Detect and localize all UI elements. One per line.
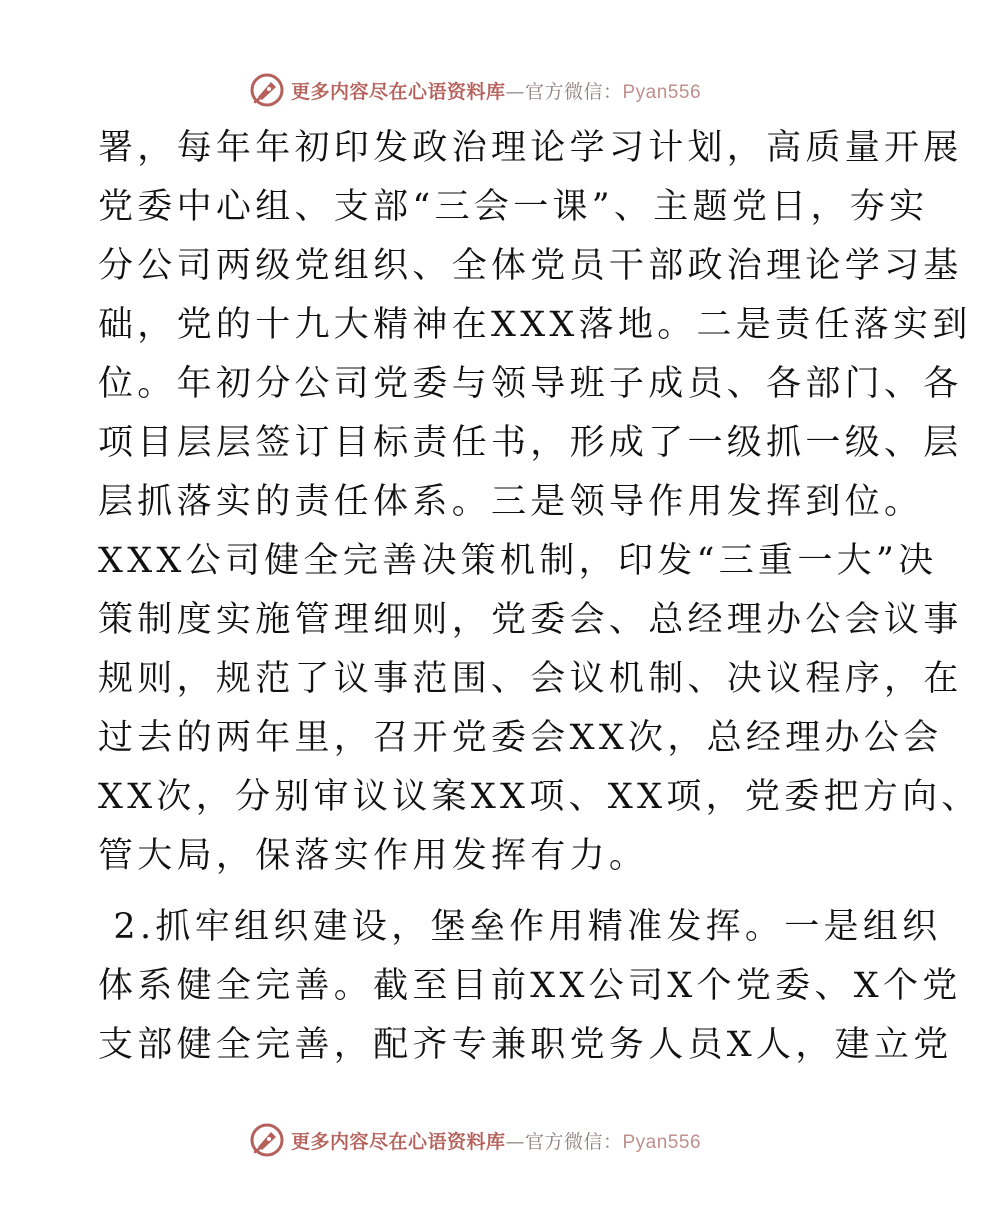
paragraph-gap [98,889,858,901]
watermark-official-label: 官方微信： [524,80,623,103]
paragraph-2 [98,901,962,1078]
text-line: 项目层层签订目标责任书，形成了一级抓一级、层 [98,423,963,463]
text-line: 规则，规范了议事范围、会议机制、决议程序，在 [98,659,963,699]
watermark-official-label: 官方微信： [524,1130,623,1153]
text-line: 层抓落实的责任体系。三是领导作用发挥到位。 [98,482,924,522]
paragraph-1 [98,122,981,889]
watermark-separator: — [505,80,525,103]
document-body [98,122,981,1078]
watermark-account: Pyan556 [622,1131,702,1153]
text-line: 管大局，保落实作用发挥有力。 [98,836,649,876]
watermark-account: Pyan556 [622,81,702,103]
text-line: XX次，分别审议议案XX项、XX项，党委把方向、 [98,777,981,817]
text-line: XXX公司健全完善决策机制，印发“三重一大”决 [98,541,938,581]
text-line: 党委中心组、支部“三会一课”、主题党日，夯实 [98,187,929,227]
text-line: 2.抓牢组织建设，堡垒作用精准发挥。一是组织 [98,907,942,947]
footer-watermark [0,1120,950,1160]
text-line: 过去的两年里，召开党委会XX次，总经理办公会 [98,718,943,758]
header-watermark [0,70,950,110]
watermark-separator: — [505,1130,525,1153]
watermark-brand: 更多内容尽在心语资料库 [290,1130,506,1153]
text-line: 支部健全完善，配齐专兼职党务人员X人，建立党 [98,1025,953,1065]
text-line: 分公司两级党组织、全体党员干部政治理论学习基 [98,246,963,286]
watermark-text [291,77,701,104]
watermark-text [291,1127,701,1154]
pen-nib-logo-icon [249,1122,285,1158]
text-line: 策制度实施管理细则，党委会、总经理办公会议事 [98,600,963,640]
text-line: 础，党的十九大精神在XXX落地。二是责任落实到 [98,305,972,345]
text-line: 署，每年年初印发政治理论学习计划，高质量开展 [98,128,963,168]
text-line: 位。年初分公司党委与领导班子成员、各部门、各 [98,364,963,404]
pen-nib-logo-icon [249,72,285,108]
watermark-brand: 更多内容尽在心语资料库 [290,80,506,103]
text-line: 体系健全完善。截至目前XX公司X个党委、X个党 [98,966,962,1006]
